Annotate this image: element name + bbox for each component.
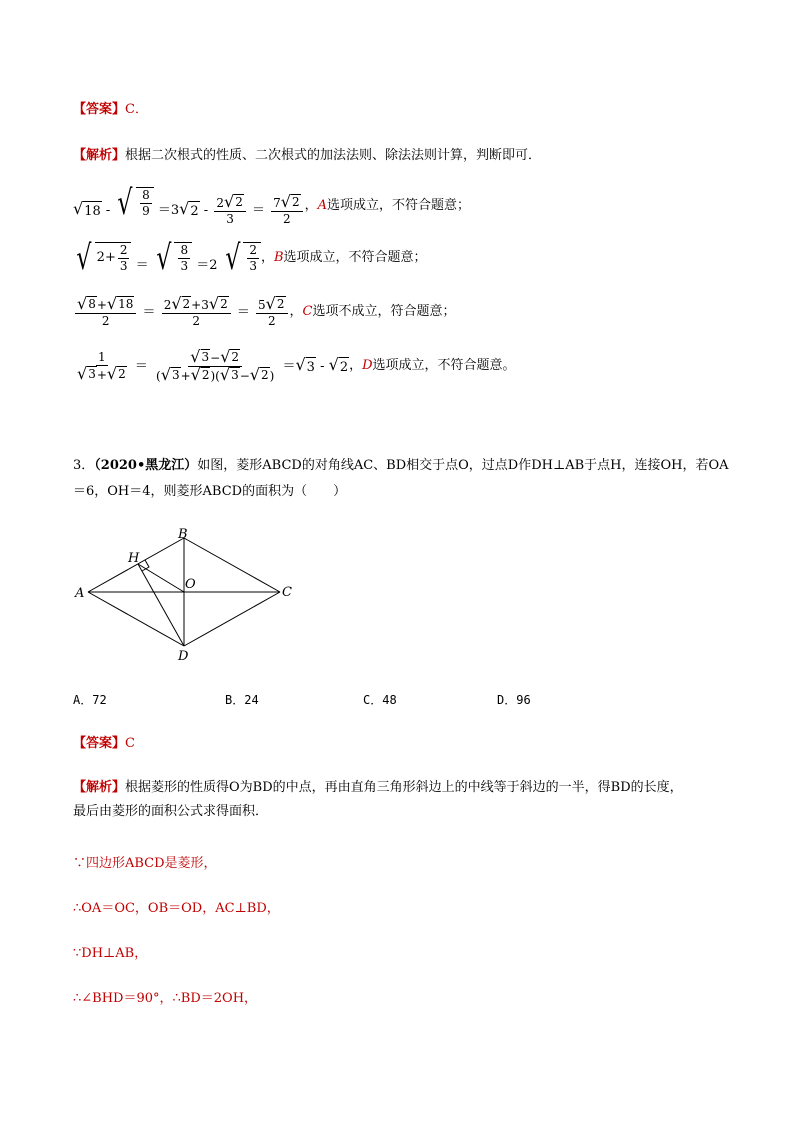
option-b[interactable]: B．24	[225, 693, 259, 707]
step-3: ∵DH⊥AB，	[73, 946, 148, 961]
answer-tag: 【答案】	[73, 102, 126, 117]
analysis-tag: 【解析】	[73, 780, 126, 795]
question-3-line-1	[73, 456, 729, 476]
analysis-text-2: 最后由菱形的面积公式求得面积．	[73, 804, 269, 819]
question-3-line-2: ＝6，OH＝4，则菱形ABCD的面积为（ ）	[73, 484, 347, 499]
side-da	[88, 592, 184, 646]
option-letter-a: A	[317, 198, 328, 213]
side-bc	[184, 538, 280, 592]
side-cd	[184, 592, 280, 646]
question-source: （2020•黑龙江）	[94, 458, 198, 473]
question-text-1: 如图，菱形ABCD的对角线AC、BD相交于点O，过点D作DH⊥AB于点H，连接OH，若OA	[197, 458, 729, 473]
option-a[interactable]: A．72	[73, 693, 107, 707]
question-3	[73, 456, 729, 502]
answer-1	[73, 100, 148, 120]
solution-line-d: 1 √ 3 + √ 2 ＝ √ 3 − √ 2 ( √ 3 + √ 2 )( √ 3 − √ 2 ) ＝ √ 3 ‑ √ 2 ， D 选项成立，不符合题意。	[73, 348, 516, 384]
analysis-text: 根据二次根式的性质、二次根式的加法法则、除法法则计算，判断即可．	[125, 148, 542, 163]
option-c[interactable]: C．48	[363, 693, 397, 707]
answer-tag: 【答案】	[73, 736, 126, 751]
answer-2	[73, 734, 135, 754]
solution-line-a: √ 18 ‑ √ $\frac{8}{9}$ ＝3 √ 2 ‑ 2 √ 2 3 ＝ 7 √ 2 2 ， A 选项成立，不符合题意；	[73, 182, 471, 226]
line-b-text: 选项成立，不符合题意；	[283, 250, 427, 265]
line-d-text: 选项成立，不符合题意。	[372, 358, 516, 373]
right-angle-mark	[142, 560, 149, 571]
label-a: A	[75, 586, 85, 601]
label-c: C	[282, 585, 292, 600]
step-1: ∵四边形ABCD是菱形，	[73, 856, 217, 871]
line-c-text: 选项不成立，符合题意；	[312, 304, 456, 319]
step-2: ∴OA＝OC，OB＝OD，AC⊥BD，	[73, 901, 280, 916]
label-d: D	[178, 649, 189, 663]
label-b: B	[178, 528, 188, 542]
math-expression-c: √ 8 + √ 18 2 ＝ 2 √ 2 +3 √ 2 2 ＝ 5 √ 2 2	[73, 296, 290, 329]
option-letter-d: D	[362, 358, 373, 373]
option-letter-b: B	[273, 250, 284, 265]
label-h: H	[128, 551, 140, 566]
math-expression-b: √ 2+ $\frac{2}{3}$ ＝ √ $\frac{8}{3}$ ＝2 √ $\frac{2}{3}$	[73, 241, 261, 276]
analysis-2	[73, 778, 683, 822]
rhombus-figure	[70, 528, 310, 663]
label-o: O	[185, 577, 196, 592]
answer-value: C	[125, 736, 135, 751]
analysis-1	[73, 146, 541, 166]
segment-dh	[138, 564, 184, 646]
solution-line-b: √ 2+ $\frac{2}{3}$ ＝ √ $\frac{8}{3}$ ＝2 √ $\frac{2}{3}$ ， B 选项成立，不符合题意；	[73, 240, 427, 276]
segment-oh	[138, 564, 184, 592]
analysis-tag: 【解析】	[73, 148, 126, 163]
analysis-text-1: 根据菱形的性质得O为BD的中点，再由直角三角形斜边上的中线等于斜边的一半，得BD的长度，	[125, 780, 683, 795]
math-expression-a: √ 18 ‑ √ $\frac{8}{9}$ ＝3 √ 2 ‑ 2 √ 2 3 ＝ 7 √ 2 2	[73, 186, 305, 227]
line-a-text: 选项成立，不符合题意；	[327, 198, 471, 213]
option-letter-c: C	[302, 304, 313, 319]
math-expression-d: 1 √ 3 + √ 2 ＝ √ 3 − √ 2 ( √ 3 + √ 2 )( √ 3 − √ 2 ) ＝ √ 3 ‑ √ 2	[77, 346, 349, 384]
answer-value: C．	[125, 102, 148, 117]
option-d[interactable]: D．96	[497, 693, 531, 707]
step-4: ∴∠BHD＝90°，∴BD＝2OH，	[73, 991, 258, 1006]
solution-line-c: √ 8 + √ 18 2 ＝ 2 √ 2 +3 √ 2 2 ＝ 5 √ 2 2 ， C 选项不成立，符合题意；	[73, 294, 455, 330]
question-number: 3．	[73, 458, 95, 473]
